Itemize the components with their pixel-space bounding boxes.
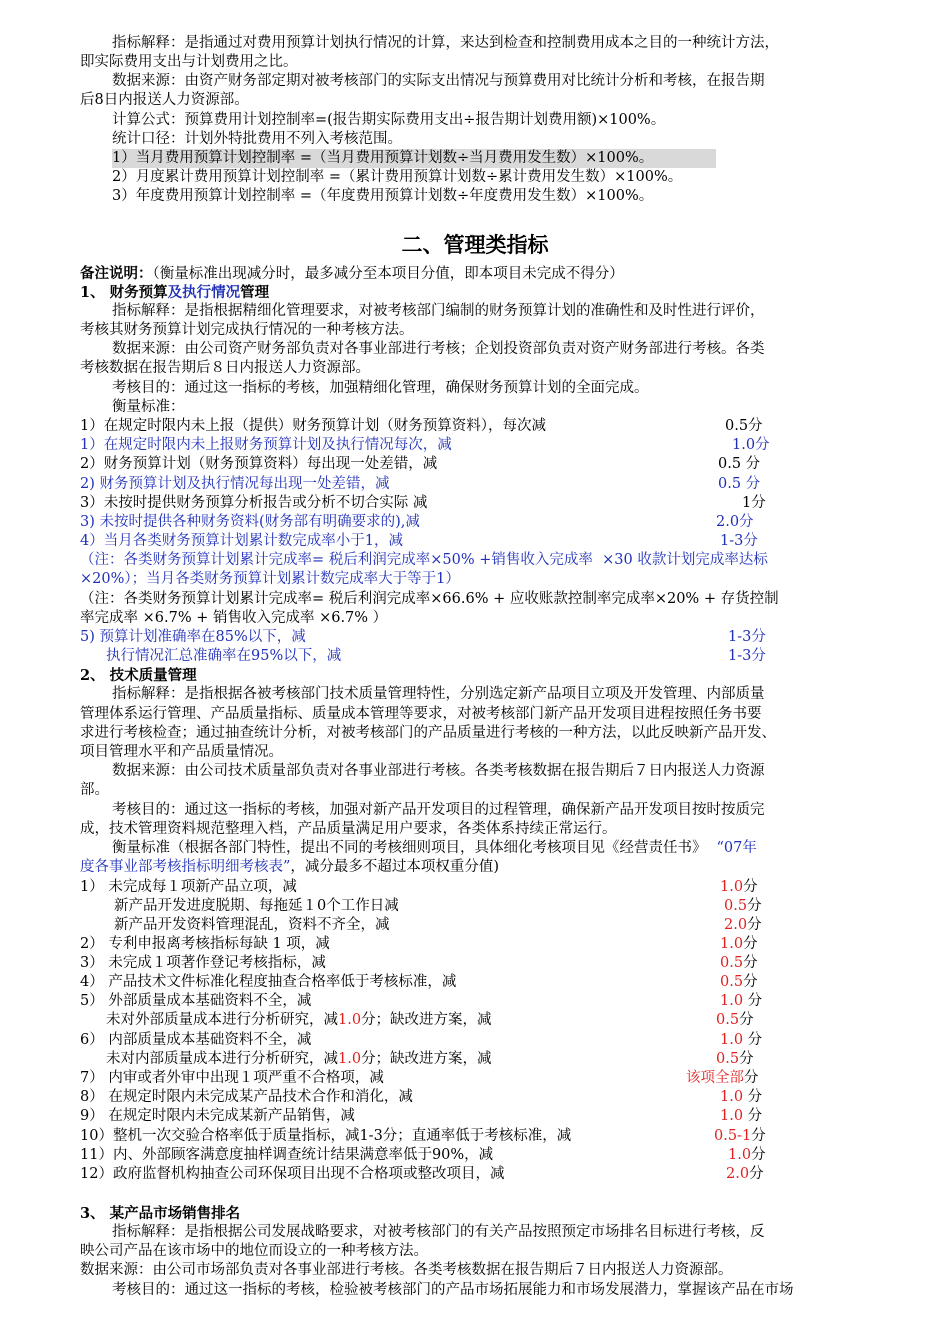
criteria-item: 9） 在规定时限内未完成某新产品销售，减	[80, 1108, 355, 1124]
remark-label: 备注说明：	[80, 265, 153, 282]
note-line: （注：各类财务预算计划累计完成率= 税后利润完成率×50% +销售收入完成率 ×30 收款计划完成率达标	[80, 552, 768, 568]
text-line: 指标解释：是指根据各被考核部门技术质量管理特性，分别选定新产品项目立项及开发管理、内部质量	[112, 686, 765, 702]
text-line: 考核目的：通过这一指标的考核，检验被考核部门的产品市场拓展能力和市场发展潜力，掌握该产品在市场	[112, 1282, 794, 1298]
score-value: 1.0	[720, 1032, 744, 1048]
criteria-score	[724, 897, 762, 916]
score-value: 该项全部	[686, 1070, 744, 1086]
note-line: ×20%）；当月各类财务预算计划累计数完成率大于等于1）	[80, 571, 460, 587]
text-line: 管理体系运行管理、产品质量指标、质量成本管理等要求，对被考核部门新产品开发项目进程按照任务书要	[80, 706, 762, 722]
text-line: 项目管理水平和产品质量情况。	[80, 744, 283, 760]
section-title: 二、管理类指标	[401, 232, 549, 257]
score-unit: 分	[743, 993, 763, 1009]
text-line: 指标解释：是指根据精细化管理要求，对被考核部门编制的财务预算计划的准确性和及时性进行评价，	[112, 303, 765, 319]
score-value: 0.5	[720, 974, 744, 990]
score-unit: 分	[751, 1147, 766, 1163]
criteria-item: 2) 财务预算计划及执行情况每出现一处差错，减	[80, 476, 390, 492]
text-line: 指标解释：是指通过对费用预算计划执行情况的计算，来达到检查和控制费用成本之目的一种统计方法，	[112, 35, 779, 51]
score-value: 1.0	[720, 1089, 744, 1105]
score-value: 1.0	[720, 879, 744, 895]
criteria-score	[716, 1050, 754, 1069]
criteria-score	[724, 916, 762, 935]
score-value: 1.0	[728, 1147, 752, 1163]
score-unit: 分	[751, 1128, 766, 1144]
criteria-score: 0.5 分	[718, 456, 761, 472]
criteria-item: 3）未按时提供财务预算分析报告或分析不切合实际 减	[80, 495, 428, 511]
criteria-text: 未对外部质量成本进行分析研究，减	[106, 1012, 338, 1028]
criteria-item: 11）内、外部顾客满意度抽样调查统计结果满意率低于90%，减	[80, 1147, 494, 1163]
text-line: 考核目的：通过这一指标的考核，加强精细化管理，确保财务预算计划的全面完成。	[112, 380, 649, 396]
text-line: 指标解释：是指根据公司发展战略要求，对被考核部门的有关产品按照预定市场排名目标进行考核，反	[112, 1224, 765, 1240]
score-unit: 分	[747, 898, 762, 914]
text-part: 衡量标准（根据各部门特性，提出不同的考核细则项目，具体细化考核项目见《经营责任书》	[112, 840, 707, 856]
criteria-item: 新产品开发进度脱期、每拖延１0个工作日减	[114, 898, 399, 914]
text-line: 成，技术管理资料规范整理入档，产品质量满足用户要求，各类体系持续正常运行。	[80, 821, 617, 837]
score-unit: 分	[739, 1051, 754, 1067]
text-part-blue: 度各事业部考核指标明细考核表”	[80, 859, 291, 875]
formula-line: 2）月度累计费用预算计划控制率 =（累计费用预算计划数÷累计费用发生数）×100%。	[112, 169, 683, 185]
text-line: 统计口径：计划外特批费用不列入考核范围。	[112, 131, 402, 147]
score-unit: 分	[743, 955, 758, 971]
criteria-score: 1-3分	[728, 648, 766, 664]
score-unit: 分	[743, 1089, 763, 1105]
criteria-score	[720, 954, 758, 973]
criteria-item: 1） 未完成每１项新产品立项，减	[80, 879, 297, 895]
formula-line: 计算公式：预算费用计划控制率=(报告期实际费用支出÷报告期计划费用额)×100%。	[112, 112, 666, 128]
criteria-score	[726, 1165, 764, 1184]
score-value: 1.0	[720, 936, 744, 952]
score-value: 1.0	[338, 1051, 362, 1067]
note-line: 率完成率 ×6.7% + 销售收入完成率 ×6.7% ）	[80, 610, 388, 626]
criteria-score	[714, 1127, 766, 1146]
score-unit: 分	[747, 917, 762, 933]
text-line	[80, 858, 499, 877]
text-line: 考核数据在报告期后８日内报送人力资源部。	[80, 360, 370, 376]
text-line: 即实际费用支出与计划费用之比。	[80, 54, 298, 70]
score-value: 2.0	[724, 917, 748, 933]
criteria-score: 1分	[742, 495, 766, 511]
heading-text: 管理	[240, 284, 270, 301]
score-unit: 分	[749, 1166, 764, 1182]
criteria-item: 3） 未完成１项著作登记考核指标，减	[80, 955, 326, 971]
score-unit: 分	[743, 1108, 763, 1124]
subsection-heading-3: 3、 某产品市场销售排名	[80, 1205, 241, 1222]
score-unit: 分	[743, 936, 758, 952]
criteria-score	[720, 935, 758, 954]
score-unit: 分	[739, 1012, 754, 1028]
text-line	[112, 839, 757, 858]
text-line: 求进行考核检查；通过抽查统计分析，对被考核部门的产品质量进行考核的一种方法，以此反映新产品开发、	[80, 725, 776, 741]
text-line: 数据来源：由资产财务部定期对被考核部门的实际支出情况与预算费用对比统计分析和考核，在报告期	[112, 73, 765, 89]
criteria-score: 1-3分	[720, 533, 758, 549]
score-unit: 分	[743, 974, 758, 990]
text-line: 考核目的：通过这一指标的考核，加强对新产品开发项目的过程管理，确保新产品开发项目按时按质完	[112, 802, 765, 818]
criteria-score: 1-3分	[728, 629, 766, 645]
subsection-heading-2: 2、 技术质量管理	[80, 667, 197, 684]
criteria-item: 4） 产品技术文件标准化程度抽查合格率低于考核标准，减	[80, 974, 457, 990]
criteria-item	[106, 1011, 492, 1030]
criteria-item: 1）在规定时限内未上报（提供）财务预算计划（财务预算资料），每次减	[80, 418, 546, 434]
criteria-item: 2） 专利申报离考核指标每缺 1 项，减	[80, 936, 330, 952]
score-unit: 分	[743, 1032, 763, 1048]
criteria-score	[686, 1069, 759, 1088]
text-line: 数据来源：由公司资产财务部负责对各事业部进行考核；企划投资部负责对资产财务部进行考核。各类	[112, 341, 765, 357]
text-line: 数据来源：由公司技术质量部负责对各事业部进行考核。各类考核数据在报告期后７日内报送人力资源	[112, 763, 765, 779]
criteria-text: 分；缺改进方案，减	[361, 1051, 492, 1067]
score-value: 0.5	[716, 1012, 740, 1028]
criteria-item: 5) 预算计划准确率在85%以下，减	[80, 629, 306, 645]
criteria-score	[720, 1107, 762, 1126]
criteria-score	[716, 1011, 754, 1030]
score-value: 2.0	[726, 1166, 750, 1182]
score-value: 1.0	[338, 1012, 362, 1028]
text-line: 考核其财务预算计划完成执行情况的一种考核方法。	[80, 322, 414, 338]
criteria-score: 2.0分	[716, 514, 754, 530]
criteria-item: 2）财务预算计划（财务预算资料）每出现一处差错，减	[80, 456, 438, 472]
criteria-score	[720, 992, 762, 1011]
criteria-item: 3) 未按时提供各种财务资料(财务部有明确要求的),减	[80, 514, 420, 530]
criteria-item: 1）在规定时限内未上报财务预算计划及执行情况每次，减	[80, 437, 452, 453]
criteria-score	[720, 1088, 762, 1107]
criteria-item: 12）政府监督机构抽查公司环保项目出现不合格项或整改项目，减	[80, 1166, 505, 1182]
note-line: （注：各类财务预算计划累计完成率= 税后利润完成率×66.6% + 应收账款控制率完成率×20% + 存货控制	[80, 591, 779, 607]
text-line: 部。	[80, 782, 109, 798]
remark-text: （衡量标准出现减分时，最多减分至本项目分值，即本项目未完成不得分）	[152, 266, 624, 282]
criteria-score	[728, 1146, 766, 1165]
criteria-score: 1.0分	[732, 437, 770, 453]
text-part: ，减分最多不超过本项权重分值)	[290, 859, 500, 875]
criteria-item: 8） 在规定时限内未完成某产品技术合作和消化，减	[80, 1089, 413, 1105]
heading-text-blue: 及执行情况	[167, 284, 241, 301]
score-value: 1.0	[720, 993, 744, 1009]
score-value: 0.5-1	[714, 1128, 752, 1144]
heading-text: 1、 财务预算	[80, 284, 168, 301]
text-line: 后8日内报送人力资源部。	[80, 92, 249, 108]
criteria-item: 新产品开发资料管理混乱，资料不齐全，减	[114, 917, 390, 933]
score-value: 0.5	[716, 1051, 740, 1067]
text-line: 衡量标准：	[112, 399, 185, 415]
score-value: 1.0	[720, 1108, 744, 1124]
score-value: 0.5	[720, 955, 744, 971]
text-line: 映公司产品在该市场中的地位而设立的一种考核方法。	[80, 1243, 428, 1259]
criteria-item: 6） 内部质量成本基础资料不全，减	[80, 1032, 312, 1048]
criteria-text: 未对内部质量成本进行分析研究，减	[106, 1051, 338, 1067]
criteria-score	[720, 1031, 762, 1050]
criteria-score	[720, 973, 758, 992]
formula-line: 3）年度费用预算计划控制率 =（年度费用预算计划数÷年度费用发生数）×100%。	[112, 188, 654, 204]
criteria-item: 10）整机一次交验合格率低于质量指标，减1-3分；直通率低于考核标准，减	[80, 1128, 572, 1144]
subsection-heading-1	[80, 283, 269, 302]
criteria-text: 分；缺改进方案，减	[361, 1012, 492, 1028]
criteria-score: 0.5 分	[718, 476, 761, 492]
text-part-blue: “07年	[716, 840, 757, 856]
highlighted-formula-line: 1）当月费用预算计划控制率 =（当月费用预算计划数÷当月费用发生数）×100%。	[112, 149, 716, 168]
score-unit: 分	[743, 879, 758, 895]
criteria-item: 7） 内审或者外审中出现１项严重不合格项，减	[80, 1070, 384, 1086]
criteria-item	[106, 1050, 492, 1069]
criteria-score: 0.5分	[725, 418, 763, 434]
score-value: 0.5	[724, 898, 748, 914]
remark-line	[80, 264, 624, 284]
criteria-item: 执行情况汇总准确率在95%以下，减	[106, 648, 342, 664]
criteria-item: 5） 外部质量成本基础资料不全，减	[80, 993, 312, 1009]
criteria-item: 4）当月各类财务预算计划累计数完成率小于1，减	[80, 533, 403, 549]
criteria-score	[720, 878, 758, 897]
text-line: 数据来源：由公司市场部负责对各事业部进行考核。各类考核数据在报告期后７日内报送人力资源部。	[80, 1262, 733, 1278]
score-unit: 分	[744, 1070, 759, 1086]
